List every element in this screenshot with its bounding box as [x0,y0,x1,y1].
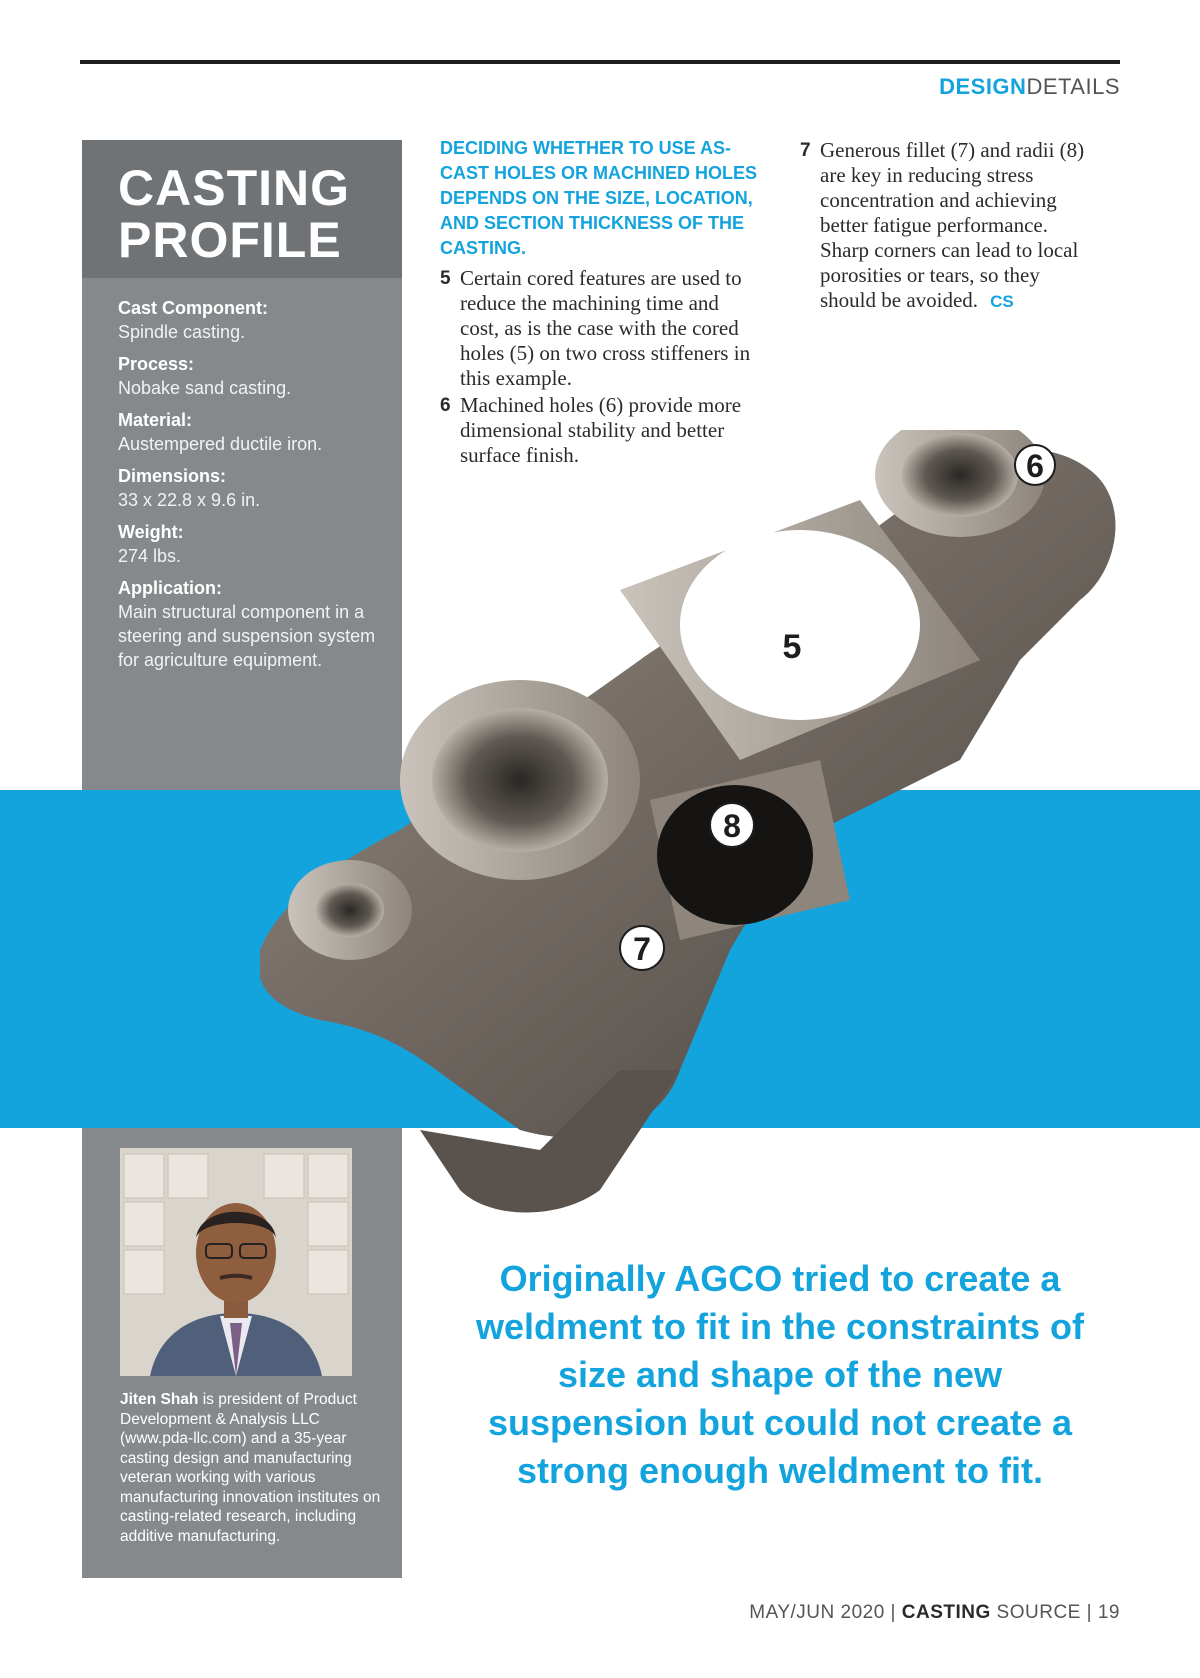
numbered-item [800,138,1090,314]
spec-item [118,352,388,400]
title-line-2: PROFILE [118,212,342,268]
callout-5-label: 5 [782,628,802,666]
author-bio-text: is president of Product Development & Analysis LLC (www.pda-llc.com) and a 35-year casting design and manufacturing veteran working with various manufacturing innovation institutes on casting-related research, including additive manufacturing. [120,1391,381,1545]
bore-left [400,680,640,880]
top-rule [80,60,1120,64]
author-box [82,1128,402,1578]
spec-value: Main structural component in a steering and suspension system for agriculture equipment. [118,602,376,670]
spec-label: Cast Component: [118,298,268,318]
callout-8-label: 8 [723,808,741,844]
section-label [939,74,1120,100]
end-mark: CS [990,292,1014,311]
spec-label: Process: [118,354,195,374]
article-lead: DECIDING WHETHER TO USE AS-CAST HOLES OR MACHINED HOLES DEPENDS ON THE SIZE, LOCATION, AND SECTION THICKNESS OF THE CASTING. [440,138,758,258]
author-name: Jiten Shah [120,1391,199,1408]
author-portrait [120,1148,352,1376]
section-label-light: DETAILS [1026,74,1120,99]
bore-small-left [288,860,412,960]
spec-label: Application: [118,578,222,598]
callout-6-label: 6 [1026,448,1044,484]
article-column-right [800,138,1090,316]
callout-7-label: 7 [633,931,651,967]
numbered-item [440,266,760,391]
item-number: 6 [440,395,451,416]
spec-value: Austempered ductile iron. [118,434,323,454]
spec-label: Weight: [118,522,184,542]
spec-label: Material: [118,410,193,430]
callout-8 [710,803,754,847]
item-text: Generous fillet (7) and radii (8) are key in reducing stress concentration and achieving better fatigue performance. Sharp corners can lead to local porosities or tears, so they should be avoided. [820,138,1085,312]
spec-label: Dimensions: [118,466,227,486]
item-text: Machined holes (6) provide more dimensional stability and better surface finish. [460,393,742,467]
callout-6 [1015,445,1055,485]
item-text: Certain cored features are used to reduce the machining time and cost, as is the case with the cored holes (5) on two cross stiffeners in this example. [460,266,751,390]
footer-page-number: | 19 [1080,1602,1120,1623]
spindle-casting-photo [260,430,1120,1230]
footer-issue: MAY/JUN 2020 | [749,1602,902,1623]
title-line-1: CASTING [118,160,350,216]
page-footer [749,1602,1120,1624]
spec-value: 33 x 22.8 x 9.6 in. [118,490,261,510]
callout-5 [783,628,802,666]
casting-profile-title [118,162,350,266]
author-bio [120,1390,382,1546]
spec-value: 274 lbs. [118,546,182,566]
item-number: 5 [440,268,451,289]
item-number: 7 [800,140,811,161]
footer-magazine-light: SOURCE [990,1602,1081,1623]
callout-7 [620,926,664,970]
spec-value: Spindle casting. [118,322,246,342]
footer-magazine-strong: CASTING [901,1602,991,1623]
pull-quote: Originally AGCO tried to create a weldment to fit in the constraints of size and shape of the new suspension but could not create a strong enough weldment to fit. [475,1258,1084,1491]
section-label-strong: DESIGN [939,74,1027,99]
spec-item [118,296,388,344]
casting-profile-header [82,140,402,278]
spec-value: Nobake sand casting. [118,378,292,398]
